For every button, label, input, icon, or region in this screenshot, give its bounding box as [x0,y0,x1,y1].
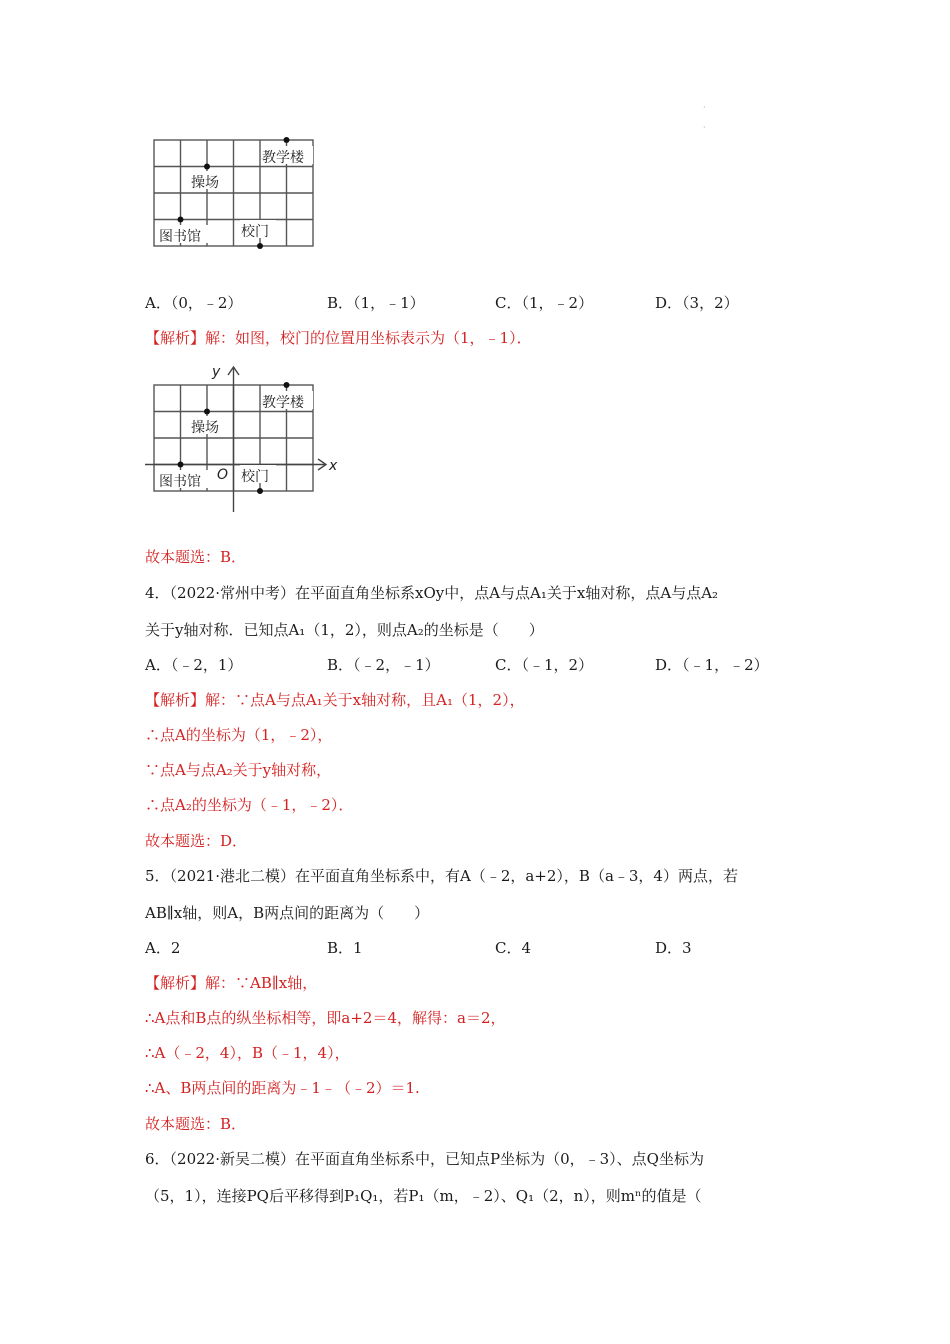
q5-analysis-line: 【解析】解：∵AB∥x轴， [145,974,318,992]
q5-option-d: D．3 [655,939,692,957]
q5-stem-line2: AB∥x轴，则A，B两点间的距离为（ ） [145,904,430,922]
q3-option-a: A．（0，﹣2） [145,294,243,312]
label-jiaoxuelou: 教学楼 [262,150,304,166]
label-jiaoxuelou-2: 教学楼 [262,395,304,411]
q4-analysis-line: ∵点A与点A₂关于y轴对称， [145,761,332,779]
q4-analysis-line: ∴点A₂的坐标为（﹣1，﹣2）． [145,796,354,814]
q4-option-d: D．（﹣1，﹣2） [655,656,769,674]
y-axis-label: y [212,364,221,380]
q5-answer: 故本题选：B． [145,1115,247,1133]
q3-option-d: D．（3，2） [655,294,739,312]
corner-mark: · · [703,103,706,132]
q4-stem-line2: 关于y轴对称．已知点A₁（1，2），则点A₂的坐标是（ ） [145,621,544,639]
q5-option-a: A．2 [145,939,181,957]
q6-stem-line2: （5，1），连接PQ后平移得到P₁Q₁，若P₁（m，﹣2）、Q₁（2，n），则mⁿ的值是（ [145,1187,702,1205]
q4-option-a: A．（﹣2，1） [145,656,243,674]
grid-map-axes-figure [145,362,350,517]
q3-answer: 故本题选：B． [145,548,247,566]
q4-analysis-line: ∴点A的坐标为（1，﹣2）， [145,726,333,744]
q4-analysis-line: 【解析】解：∵点A与点A₁关于x轴对称，且A₁（1，2）， [145,691,525,709]
grid-map-figure [150,135,325,250]
coordinate-axes [145,367,326,512]
q5-analysis-line: ∴A、B两点间的距离为﹣1﹣（﹣2）＝1. [145,1079,420,1097]
origin-label: O [217,467,229,483]
q5-stem-line1: 5．（2021·港北二模）在平面直角坐标系中，有A（﹣2，a+2），B（a﹣3，4）两点，若 [145,867,738,885]
label-xiaomen-2: 校门 [241,469,269,485]
q6-stem-line1: 6．（2022·新吴二模）在平面直角坐标系中，已知点P坐标为（0，﹣3）、点Q坐标为 [145,1150,704,1168]
q4-option-b: B．（﹣2，﹣1） [327,656,440,674]
label-tushuguan-2: 图书馆 [159,474,201,490]
label-caochang-2: 操场 [191,420,219,436]
q4-option-c: C．（﹣1，2） [495,656,594,674]
label-tushuguan: 图书馆 [159,229,201,245]
q5-option-c: C．4 [495,939,532,957]
q5-option-b: B．1 [327,939,363,957]
q3-analysis: 【解析】解：如图，校门的位置用坐标表示为（1，﹣1）． [145,329,532,347]
q5-analysis-line: ∴A点和B点的纵坐标相等，即a+2＝4，解得：a＝2， [145,1009,506,1027]
q3-option-b: B．（1，﹣1） [327,294,425,312]
q4-stem-line1: 4．（2022·常州中考）在平面直角坐标系xOy中，点A与点A₁关于x轴对称，点A与点A₂ [145,584,719,602]
q4-answer: 故本题选：D． [145,832,248,850]
x-axis-label: x [329,458,338,474]
label-caochang: 操场 [191,175,219,191]
q5-analysis-line: ∴A（﹣2，4），B（﹣1，4）， [145,1044,350,1062]
q3-option-c: C．（1，﹣2） [495,294,594,312]
label-xiaomen: 校门 [241,224,269,240]
